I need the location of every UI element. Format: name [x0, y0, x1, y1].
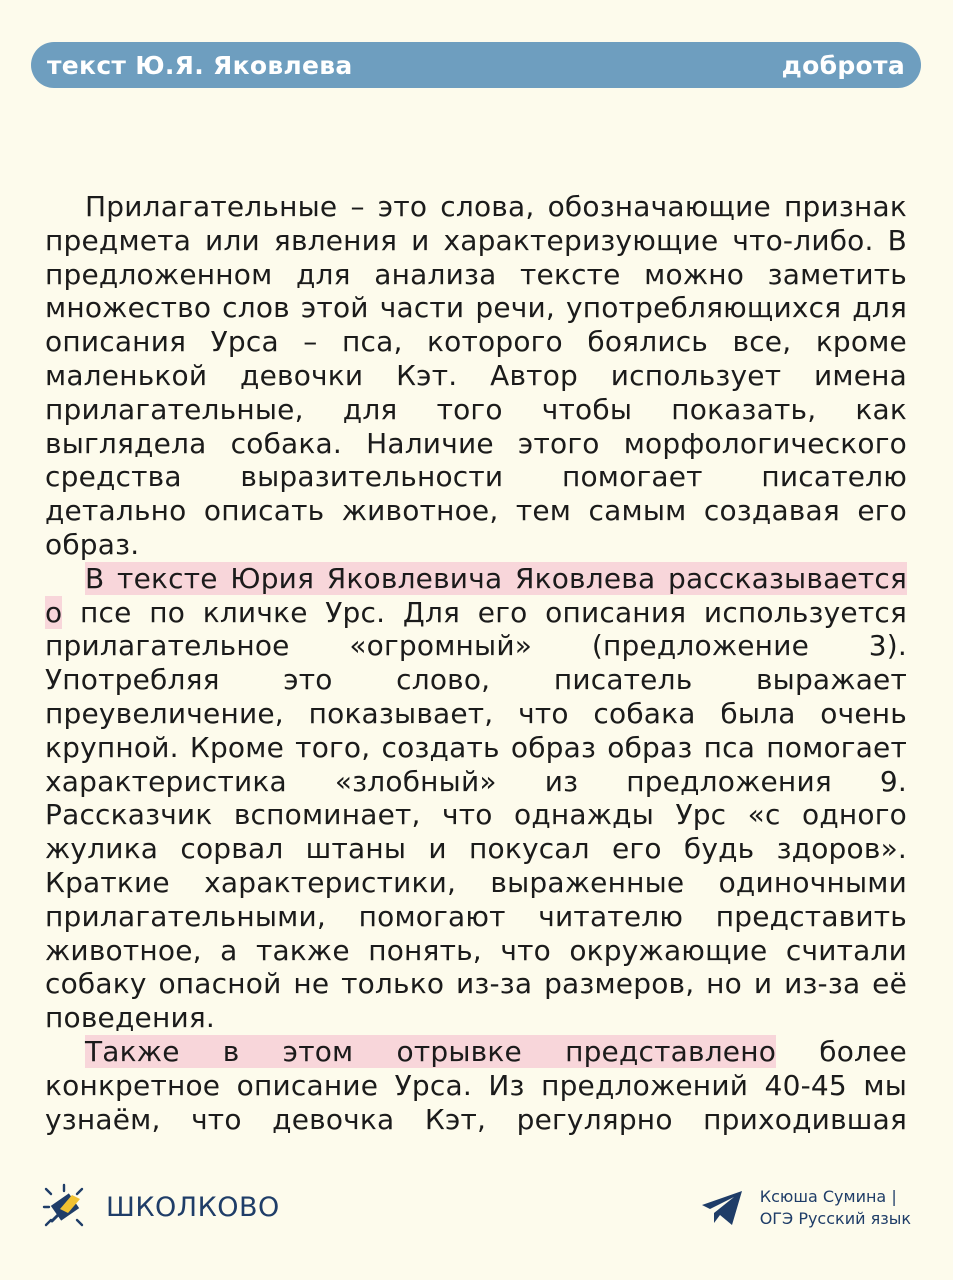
- header-bar: [31, 42, 921, 88]
- author-info: [760, 1186, 911, 1230]
- paragraph-2-text: псе по кличке Урс. Для его описания используется прилагательное «огромный» (предложение 3). Употребляя это слово, писатель выражает преувеличение, показывает, что собака была очень крупной. Кроме того, создать образ образ пса помогает характеристика «злобный» из предложения 9. Рассказчик вспоминает, что однажды Урс «с одного жулика сорвал штаны и покусал его будь здоров». Краткие характеристики, выраженные одиночными прилагательными, помогают читателю представить животное, а также понять, что окружающие считали собаку опасной не только из-за размеров, но и из-за её поведения.: [45, 595, 907, 1035]
- author-name: Ксюша Сумина |: [759, 1187, 897, 1206]
- paragraph-1: [45, 190, 907, 562]
- paragraph-3: [45, 1035, 907, 1136]
- essay-text: [45, 190, 907, 1136]
- header-right-label: доброта: [781, 50, 905, 80]
- telegram-icon[interactable]: [700, 1189, 744, 1227]
- paragraph-3-text: более конкретное описание Урса. Из предложений 40-45 мы узнаём, что девочка Кэт, регулярно приходившая: [45, 1034, 907, 1136]
- paragraph-2: [45, 562, 907, 1035]
- brand-name: ШКОЛКОВО: [106, 1191, 280, 1223]
- author-course: ОГЭ Русский язык: [759, 1209, 911, 1228]
- paragraph-1-text: Прилагательные – это слова, обозначающие признак предмета или явления и характеризующие что-либо. В предложенном для анализа тексте можно заметить множество слов этой части речи, употребляющихся для описания Урса – пса, которого боялись все, кроме маленькой девочки Кэт. Автор использует имена прилагательные, для того чтобы показать, как выглядела собака. Наличие этого морфологического средства выразительности помогает писателю детально описать животное, тем самым создавая его образ.: [45, 190, 907, 561]
- brand-block: [42, 1183, 280, 1231]
- author-block: [700, 1186, 911, 1230]
- paragraph-2-highlight: В тексте Юрия Яковлевича Яковлева рассказывается о: [45, 561, 907, 629]
- shkolkovo-logo-icon: [42, 1183, 94, 1231]
- paragraph-3-highlight: Также в этом отрывке представлено: [85, 1034, 777, 1068]
- header-left-label: текст Ю.Я. Яковлева: [47, 50, 353, 80]
